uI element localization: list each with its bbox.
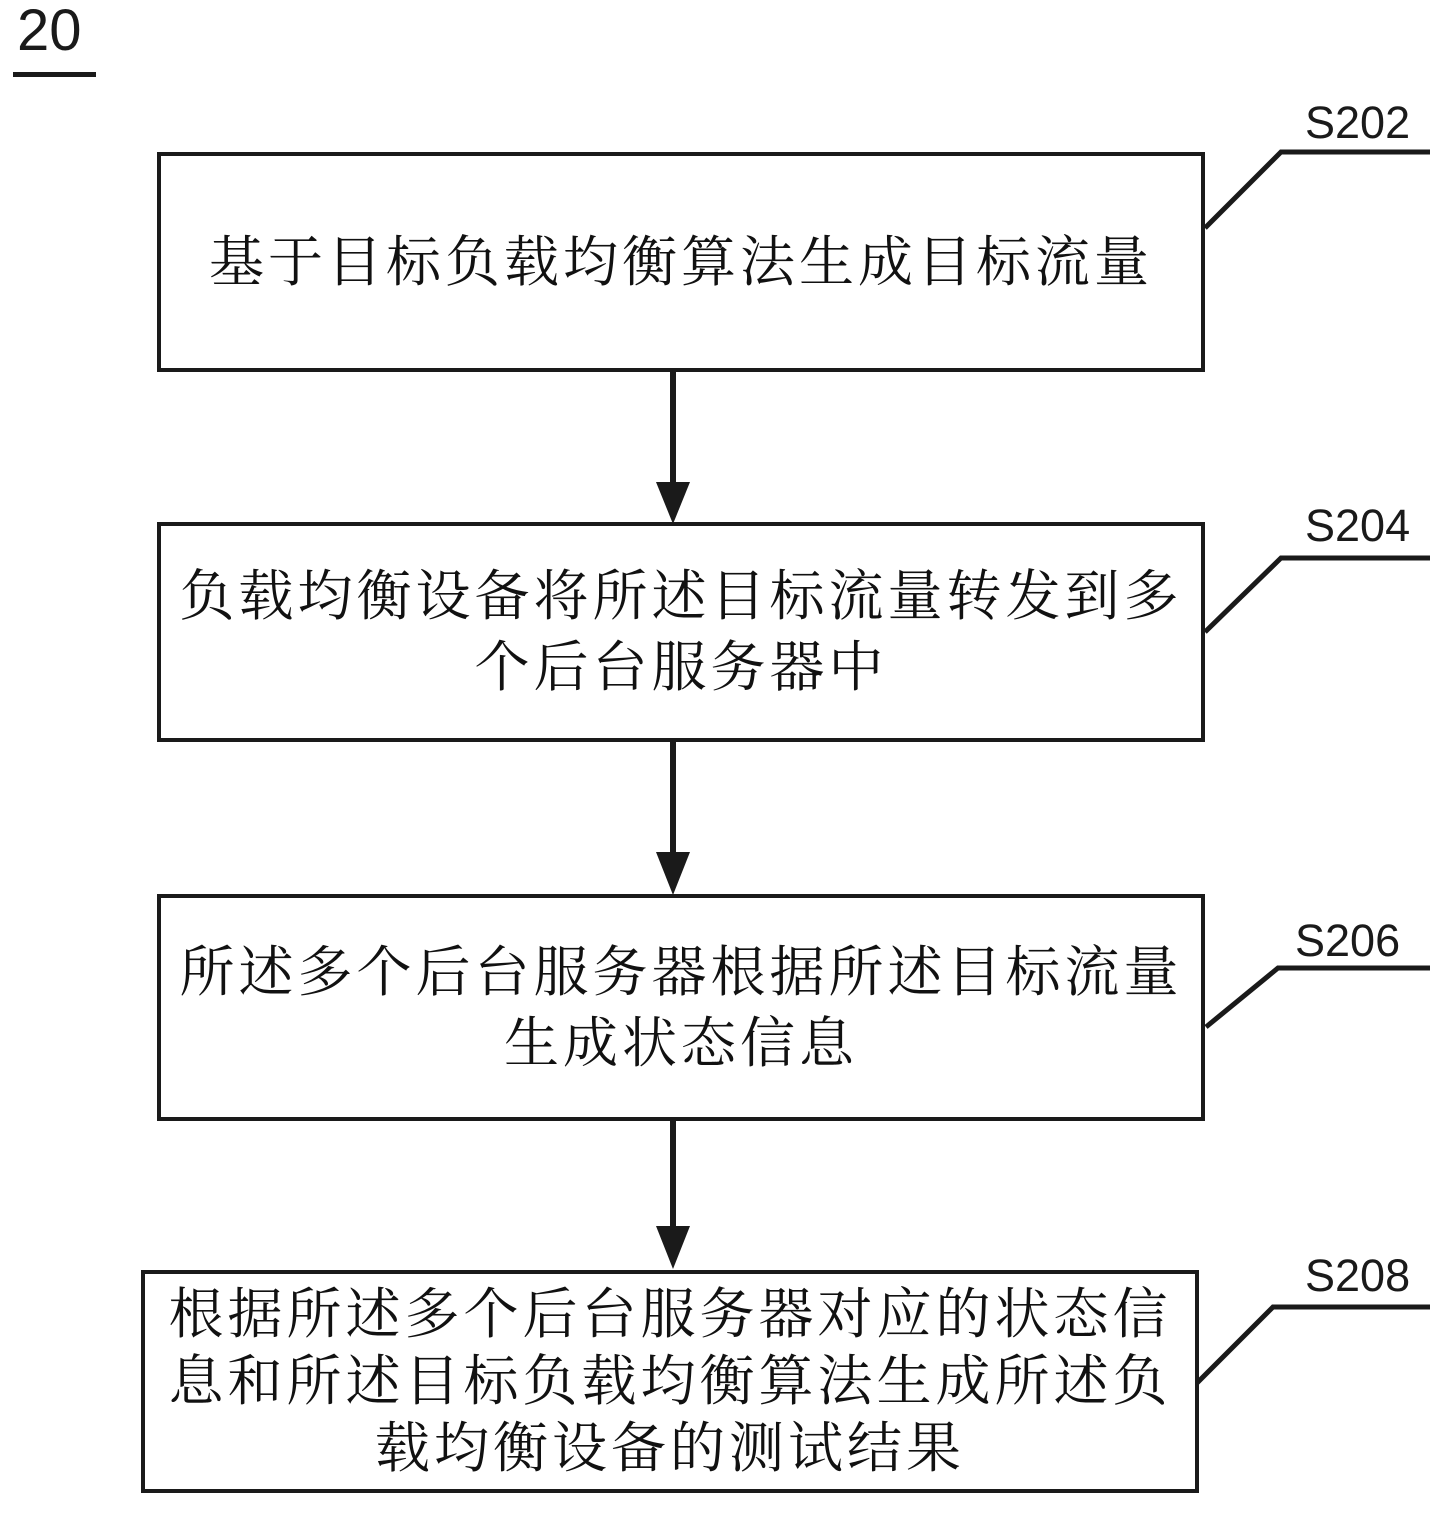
step-s206-text-line: 所述多个后台服务器根据所述目标流量 [179,941,1183,1003]
step-s208-text-line: 载均衡设备的测试结果 [374,1418,965,1479]
step-s204-text-line: 个后台服务器中 [474,637,888,698]
step-s206-text-line: 生成状态信息 [503,1012,858,1074]
step-s202-text-line: 基于目标负载均衡算法生成目标流量 [208,231,1153,293]
callout-line-s206 [1206,968,1430,1027]
flow-arrow-down-icon [656,371,690,524]
step-label-s202: S202 [1305,97,1411,148]
step-box-s202 [157,152,1205,372]
step-label-s206: S206 [1295,915,1401,966]
callout-line-s202 [1205,152,1430,228]
step-label-s204: S204 [1305,500,1411,551]
step-label-s208: S208 [1305,1250,1411,1301]
callout-line-s204 [1205,558,1430,632]
step-box-s206 [157,894,1205,1121]
step-s204-text-line: 负载均衡设备将所述目标流量转发到多 [179,566,1183,627]
step-s208-text-line: 根据所述多个后台服务器对应的状态信 [168,1284,1172,1345]
callout-line-s208 [1197,1307,1430,1383]
flow-arrow-down-icon [656,741,690,895]
flow-arrow-down-icon [656,1120,690,1269]
step-box-s204 [157,522,1205,742]
step-box-s208 [141,1270,1199,1493]
figure-number: 20 [13,2,96,77]
step-s208-text-line: 息和所述目标负载均衡算法生成所述负 [168,1351,1172,1412]
